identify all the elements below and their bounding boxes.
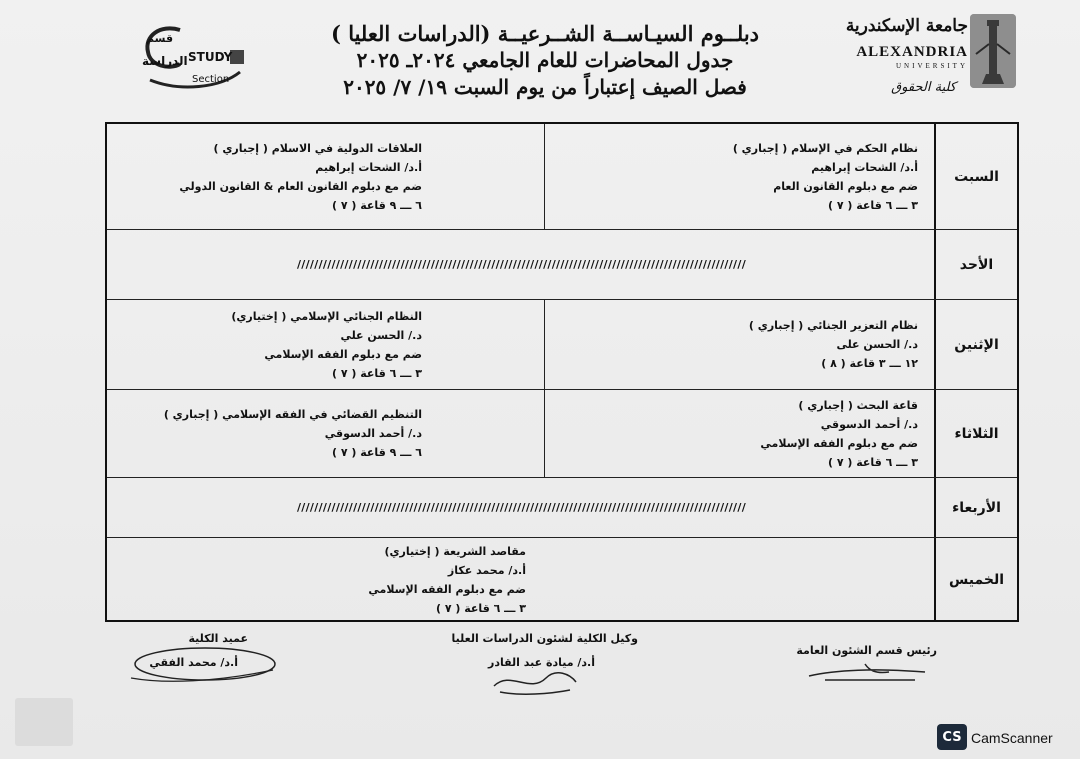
day-label-sunday: الأحد xyxy=(934,230,1017,299)
row-saturday xyxy=(107,124,1017,230)
row-monday xyxy=(107,300,1017,390)
sunday-empty-cell xyxy=(107,230,936,299)
title-line-2: جدول المحاضرات للعام الجامعي ٢٠٢٤ـ ٢٠٢٥ xyxy=(356,48,734,72)
camscanner-label: CamScanner xyxy=(971,730,1053,746)
study-logo-study: STUDY xyxy=(188,50,233,64)
day-label-tuesday: الثلاثاء xyxy=(934,390,1017,477)
faculty-name: كلية الحقوق xyxy=(891,80,956,95)
course-time: ٣ ـــ ٦ قاعة ( ٧ ) xyxy=(827,198,918,212)
vice-dean-signature-icon xyxy=(490,664,580,698)
course-time: ٦ ـــ ٩ قاعة ( ٧ ) xyxy=(331,198,422,212)
thursday-cell xyxy=(107,538,936,622)
course-instructor: د./ الحسن علي xyxy=(340,328,422,342)
study-logo-section: Section xyxy=(192,74,230,85)
dean-name: أ.د/ محمد الفقي xyxy=(149,656,238,669)
course-note: ضم مع دبلوم الفقه الإسلامي xyxy=(760,436,918,450)
university-word: UNIVERSITY xyxy=(896,62,968,70)
saturday-left-cell xyxy=(107,124,545,229)
course-note: ضم مع دبلوم القانون العام xyxy=(773,179,918,193)
general-affairs-signature-icon xyxy=(805,660,930,684)
university-name-arabic: جامعة الإسكندرية xyxy=(845,16,968,36)
day-label-wednesday: الأربعاء xyxy=(934,478,1017,537)
course-instructor: أ.د/ محمد عكاز xyxy=(447,564,526,577)
course-note: ضم مع دبلوم الفقه الإسلامي xyxy=(264,347,422,361)
course-instructor: أ.د/ الشحات إبراهيم xyxy=(315,160,422,174)
monday-right-cell xyxy=(545,300,936,389)
row-tuesday xyxy=(107,390,1017,478)
day-label-monday: الإثنين xyxy=(934,300,1017,389)
row-thursday xyxy=(107,538,1017,622)
camscanner-logo-icon: CS xyxy=(937,724,967,750)
course-title: النظام الجنائي الإسلامي ( إختياري) xyxy=(231,309,422,323)
course-instructor: د./ أحمد الدسوقي xyxy=(820,417,918,431)
course-note: ضم مع دبلوم الفقه الإسلامي xyxy=(368,583,526,596)
course-time: ٣ ـــ ٦ قاعة ( ٧ ) xyxy=(331,366,422,380)
course-time: ١٢ ـــ ٣ قاعة ( ٨ ) xyxy=(821,357,918,370)
course-time: ٣ ـــ ٦ قاعة ( ٧ ) xyxy=(827,455,918,469)
study-logo-qism: قسم xyxy=(146,32,174,45)
course-title: العلاقات الدولية في الاسلام ( إجباري ) xyxy=(213,141,422,155)
schedule-table xyxy=(105,122,1019,622)
course-instructor: د./ أحمد الدسوقي xyxy=(324,427,422,440)
course-instructor: أ.د/ الشحات إبراهيم xyxy=(811,160,918,174)
dean-title: عميد الكلية xyxy=(188,632,248,645)
course-title: التنظيم القضائي في الفقه الإسلامي ( إجباري ) xyxy=(163,408,422,421)
day-label-saturday: السبت xyxy=(934,124,1017,229)
general-affairs-title: رئيس قسم الشئون العامة xyxy=(796,644,937,657)
dean-signature-icon xyxy=(125,640,280,686)
vice-dean-title: وكيل الكلية لشئون الدراسات العليا xyxy=(451,632,638,645)
tuesday-left-cell xyxy=(107,390,545,477)
study-section-logo xyxy=(140,22,255,94)
lighthouse-emblem-icon xyxy=(970,14,1016,88)
study-logo-dirasa: الدراسة xyxy=(142,54,188,68)
tuesday-right-cell xyxy=(545,390,936,477)
course-time: ٦ ـــ ٩ قاعة ( ٧ ) xyxy=(331,446,422,459)
course-time: ٣ ـــ ٦ قاعة ( ٧ ) xyxy=(435,602,526,615)
day-label-thursday: الخميس xyxy=(934,538,1017,622)
row-wednesday xyxy=(107,478,1017,538)
title-line-3: فصل الصيف إعتباراً من يوم السبت ١٩/ ٧/ ٢٠٢٥ xyxy=(343,75,747,99)
wednesday-empty-cell xyxy=(107,478,936,537)
title-line-1: دبلــوم السيـاســة الشــرعيــة (الدراسات العليا ) xyxy=(330,21,760,46)
course-title: مقاصد الشريعة ( إختياري) xyxy=(384,545,526,558)
course-note: ضم مع دبلوم القانون العام & القانون الدولي xyxy=(179,179,422,193)
no-lectures-marker: //////////////////////////////////////////////////////////////////////////////////////////////////////// xyxy=(296,258,747,271)
document-title xyxy=(290,20,800,101)
saturday-right-cell xyxy=(545,124,936,229)
vice-dean-name: أ.د/ ميادة عبد القادر xyxy=(488,656,595,669)
scan-artifact xyxy=(15,698,73,746)
course-title: نظام الحكم في الإسلام ( إجباري ) xyxy=(732,141,918,155)
row-sunday xyxy=(107,230,1017,300)
course-instructor: د./ الحسن على xyxy=(836,338,918,351)
monday-left-cell xyxy=(107,300,545,389)
course-title: قاعة البحث ( إجباري ) xyxy=(798,398,918,412)
university-name-english: ALEXANDRIA xyxy=(856,44,968,60)
course-title: نظام التعزير الجنائي ( إجباري ) xyxy=(748,319,918,332)
no-lectures-marker: //////////////////////////////////////////////////////////////////////////////////////////////////////// xyxy=(296,501,747,514)
